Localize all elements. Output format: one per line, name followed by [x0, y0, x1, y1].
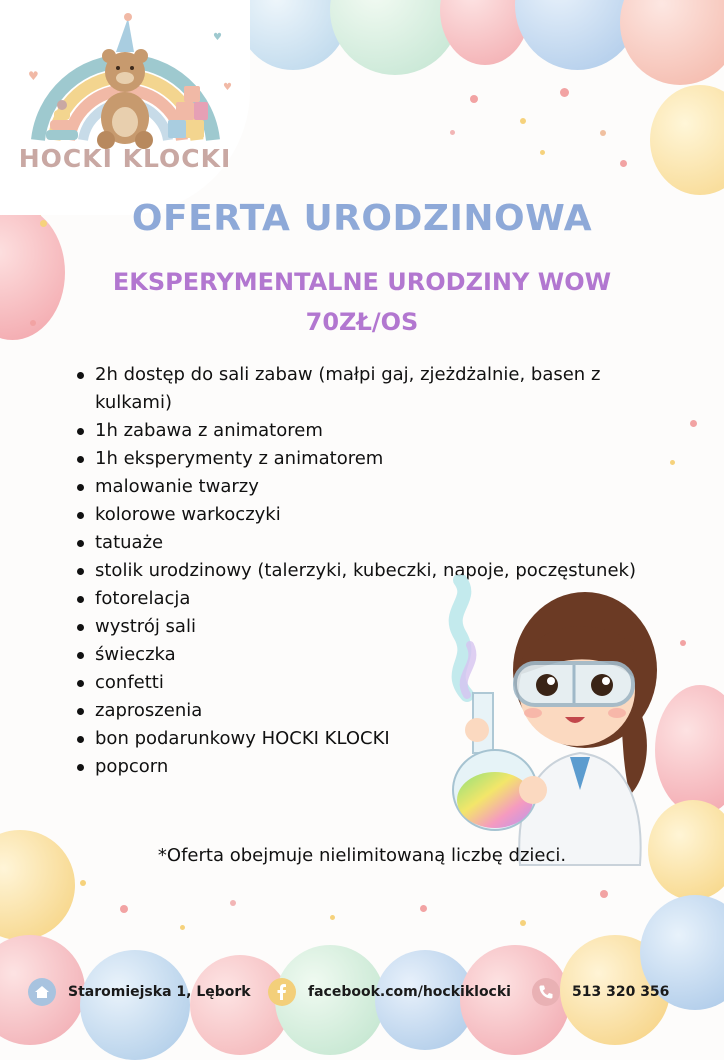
- list-item: zaproszenia: [72, 697, 672, 725]
- footer-address: [28, 978, 251, 1006]
- list-item: popcorn: [72, 753, 672, 781]
- facebook-link[interactable]: facebook.com/hockiklocki: [308, 984, 511, 1000]
- list-item: wystrój sali: [72, 613, 672, 641]
- list-item: świeczka: [72, 641, 672, 669]
- offer-price: 70ZŁ/OS: [305, 308, 419, 336]
- list-item: tatuaże: [72, 529, 672, 557]
- contact-footer: [0, 968, 724, 1018]
- offer-subtitle: [0, 262, 724, 342]
- scientist-girl-illustration: [405, 575, 670, 875]
- list-item: kolorowe warkoczyki: [72, 501, 672, 529]
- address-text: Staromiejska 1, Lębork: [68, 984, 251, 1000]
- logo-text: HOCKI KLOCKI: [18, 144, 232, 173]
- rainbow-teddy-bear-icon: [18, 10, 233, 150]
- svg-text:♥: ♥: [223, 82, 232, 93]
- footer-facebook[interactable]: [268, 978, 511, 1006]
- offer-subtitle-line1: EKSPERYMENTALNE URODZINY WOW: [112, 268, 612, 296]
- phone-icon[interactable]: [532, 978, 560, 1006]
- offer-footnote: *Oferta obejmuje nielimitowaną liczbę dzieci.: [157, 845, 567, 866]
- list-item: confetti: [72, 669, 672, 697]
- list-item: malowanie twarzy: [72, 473, 672, 501]
- footer-phone[interactable]: [532, 978, 669, 1006]
- list-item: fotorelacja: [72, 585, 672, 613]
- page-title: OFERTA URODZINOWA: [131, 198, 593, 239]
- svg-text:♥: ♥: [28, 69, 39, 83]
- facebook-icon[interactable]: [268, 978, 296, 1006]
- home-icon: [28, 978, 56, 1006]
- list-item: 2h dostęp do sali zabaw (małpi gaj, zjeżdżalnie, basen z kulkami): [72, 361, 672, 417]
- list-item: 1h eksperymenty z animatorem: [72, 445, 672, 473]
- list-item: stolik urodzinowy (talerzyki, kubeczki, napoje, poczęstunek): [72, 557, 672, 585]
- list-item: 1h zabawa z animatorem: [72, 417, 672, 445]
- phone-number[interactable]: 513 320 356: [572, 984, 670, 1000]
- list-item: bon podarunkowy HOCKI KLOCKI: [72, 725, 672, 753]
- svg-text:♥: ♥: [213, 32, 222, 43]
